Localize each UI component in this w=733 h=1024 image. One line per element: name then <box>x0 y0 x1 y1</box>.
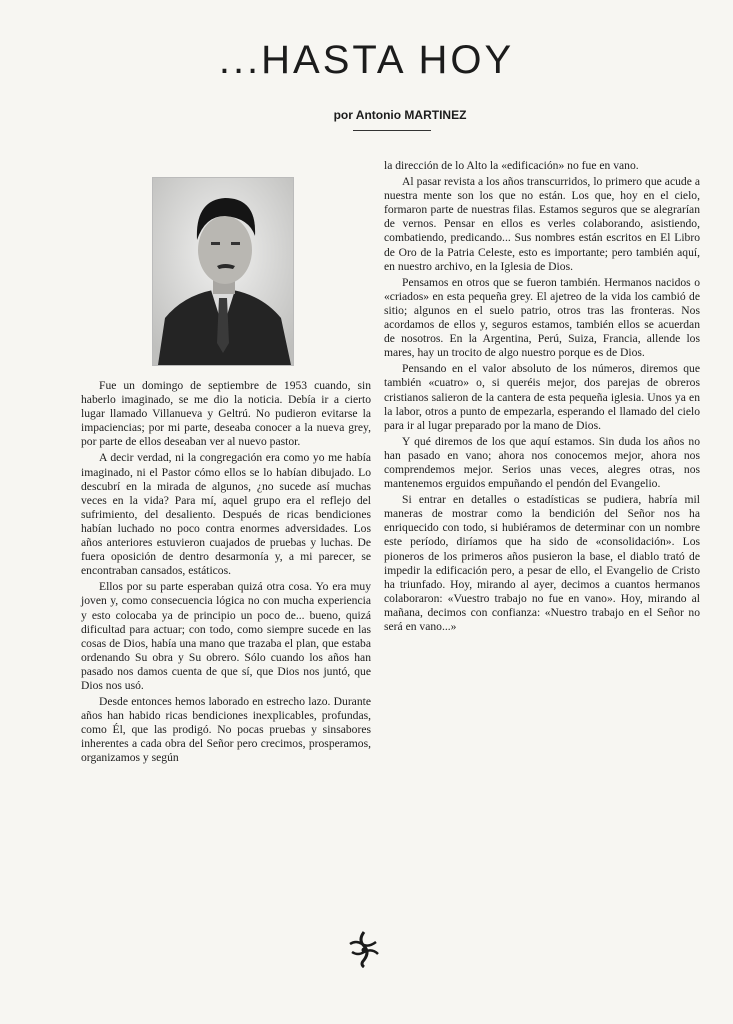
portrait-photo <box>152 177 294 366</box>
paragraph-continuation: la dirección de lo Alto la «edificación» no fue en vano. <box>384 159 639 172</box>
article-byline: por Antonio MARTINEZ <box>333 108 467 122</box>
decorative-flourish-icon <box>346 930 382 973</box>
right-column <box>384 159 700 636</box>
portrait-photo-icon <box>153 178 293 365</box>
paragraph: A decir verdad, ni la congregación era como yo me había imaginado, ni el Pastor cómo ellos se lo habían dibujado. Lo descubrí en la mirada de algunos, ¿no sucede así muchas veces en la vida? Para mí, aquel grupo era el reflejo del sufrimiento, del desaliento. Después de ricas bendiciones habían luchado no poco contra enormes adversidades. Los años anteriores estuvieron cuajados de pruebas y luchas. De fuera oposición de dentro desarmonía y, a mi parecer, se encontraban cansados, estáticos. <box>81 451 371 578</box>
paragraph: Y qué diremos de los que aquí estamos. Sin duda los años no han pasado en vano; ahora nos conocemos mejor, ahora nos comprendemos mejor. Serios unas veces, alegres otras, nos mantenemos erguidos empuñando el pendón del Evangelio. <box>384 434 700 491</box>
title-divider <box>353 130 431 131</box>
paragraph: Desde entonces hemos laborado en estrecho lazo. Durante años han habido ricas bendiciones inexplicables, profundas, como Él, que las prodigó. No pocas pruebas y sinsabores inherentes a cada obra del Señor pero crecimos, prosperamos, organizamos y según <box>81 695 371 765</box>
paragraph: Ellos por su parte esperaban quizá otra cosa. Yo era muy joven y, como consecuencia lógica no con mucha experiencia y esto colocaba ya de principio un poco de... bueno, quizá dificultad para actuar; con todo, como siempre sucede en las cosas de Dios, había una mano que trazaba el plan, que estaba ordenando Su obra y Su obrero. Sólo cuando los años han pasado nos damos cuenta de que sí, que Dios nos juntó, que Dios nos usó. <box>81 580 371 692</box>
paragraph: Al pasar revista a los años transcurridos, lo primero que acude a nuestra mente son los que no están. Los que, hoy en el cielo, formaron parte de nuestras filas. Estamos seguros que se alegrarían de vernos. Pensar en ellos es verles colaborando, asistiendo, combatiendo, predicando... Sus nombres están escritos en El Libro de Oro de la Patria Celeste, esto es importante; pero también aquí, en nuestro archivo, en la Iglesia de Dios. <box>384 175 700 273</box>
paragraph: Pensamos en otros que se fueron también. Hermanos nacidos o «criados» en esta pequeña grey. El ajetreo de la vida los cambió de sitio; algunos en el suelo patrio, otros tras las fronteras. Nos acordamos de ellos y, seguros estamos, también ellos se acuerdan de nosotros. En la Argentina, Perú, Suiza, Francia, allende los mares, hay un trocito de algo nuestro porque es de Dios. <box>384 275 700 360</box>
paragraph: Pensando en el valor absoluto de los números, diremos que también «cuatro» o, si queréis mejor, dos parejas de obreros cristianos salieron de la cantera de esta pequeña iglesia. Unos ya en la labor, otros a punto de empezarla, esperando el llamado del cielo para ir al lugar preparado por la mano de Dios. <box>384 362 700 432</box>
paragraph: Si entrar en detalles o estadísticas se pudiera, habría mil maneras de mostrar como la bendición del Señor nos ha enriquecido con todo, si hubiéramos de determinar con un nombre este período, diríamos que ha sido de «consolidación». Los pioneros de los primeros años pusieron la base, el diablo trató de impedir la edificación pero, a pesar de ello, el Evangelio de Cristo ha triunfado. Hoy, mirando al ayer, decimos a cuantos hermanos colaboraron: «Vuestro trabajo no fue en vano». Hoy, mirando al mañana, decimos con confianza: «Nuestro trabajo en el Señor no será en vano...» <box>384 493 700 633</box>
left-column <box>81 379 371 768</box>
paragraph: Fue un domingo de septiembre de 1953 cuando, sin haberlo imaginado, se me dio la noticia. Debía ir a cierto lugar llamado Villanueva y Geltrú. No pudieron evitarse la impaciencias; por mi parte, deseaba conocer a la nueva grey, por parte de ellos deseaban ver al nuevo pastor. <box>81 379 371 449</box>
article-title: ...HASTA HOY <box>218 38 515 82</box>
